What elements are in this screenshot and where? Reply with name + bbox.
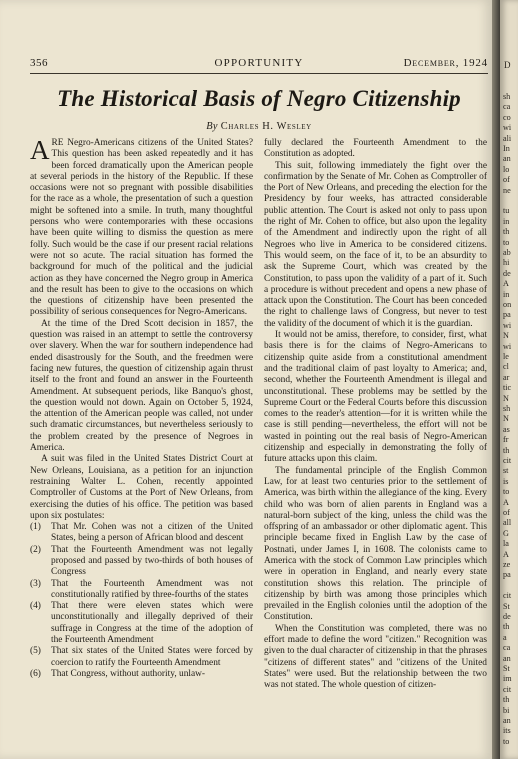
page-number: 356 — [30, 57, 48, 69]
adjacent-line-fragment: St — [503, 601, 510, 611]
adjacent-line-fragment: fr — [503, 435, 509, 445]
adjacent-line-fragment: th — [503, 622, 510, 632]
adjacent-line-fragment: de — [503, 268, 511, 278]
adjacent-line-fragment: ca — [503, 643, 511, 653]
running-header — [30, 57, 488, 71]
adjacent-line-fragment: pa — [503, 570, 511, 580]
adjacent-line-fragment: In — [503, 144, 510, 153]
adjacent-line-fragment: of — [503, 175, 510, 185]
adjacent-line-fragment: ar — [503, 372, 510, 382]
adjacent-line-fragment: A — [503, 549, 509, 559]
list-item: (1) That Mr. Cohen was not a citizen of the United States, being a person of African blood and descent — [30, 522, 253, 544]
drop-cap: A — [30, 135, 50, 165]
adjacent-line-fragment: tic — [503, 383, 512, 393]
left-column — [30, 135, 253, 680]
adjacent-line-fragment: th — [503, 227, 510, 237]
adjacent-line-fragment: co — [503, 112, 511, 122]
adjacent-line-fragment: ab — [503, 248, 511, 257]
adjacent-line-fragment: its — [503, 726, 511, 736]
adjacent-line-fragment: wi — [503, 320, 512, 330]
adjacent-line-fragment: to — [503, 237, 510, 247]
header-rule — [30, 73, 488, 74]
adjacent-line-fragment: an — [503, 653, 511, 663]
paragraph: When the Constitution was completed, there was no effort made to define the word "citizen." Recognition was given to the dual character of citizenship in that the phrases "citizens of different states" and "citizens of the United States" were used. But the relationship between the two was not stated. The whole question of citizen- — [264, 623, 487, 691]
adjacent-line-fragment: st — [503, 466, 509, 476]
adjacent-line-fragment: cit — [503, 684, 512, 694]
adjacent-line-fragment: in — [503, 216, 510, 226]
adjacent-line-fragment: N — [503, 393, 509, 403]
list-item: (4) That there were eleven states which were unconstitutionally and illegally deprived of their suffrage in Congress at the time of the adoption of the Fourteenth Amendment — [30, 601, 253, 646]
adjacent-line-fragment: hi — [503, 258, 510, 268]
adjacent-line-fragment: ca — [503, 102, 511, 112]
adjacent-line-fragment: ze — [503, 560, 511, 569]
adjacent-line-fragment: cit — [503, 591, 512, 601]
adjacent-line-fragment: sh — [503, 404, 511, 413]
magazine-title: OPPORTUNITY — [214, 57, 304, 69]
paragraph: A suit was filed in the United States District Court at New Orleans, Louisiana, as a petition for an injunction restraining Walter L. Cohen, recently appointed Comptroller of Customs at the Port of New Orleans, from exercising the duties of his office. The petition was based upon six postulates: — [30, 454, 253, 521]
adjacent-line-fragment: th — [503, 445, 510, 455]
adjacent-page-edge — [500, 0, 518, 759]
paragraph: This suit, following immediately the fight over the confirmation by the Senate of Mr. Cohen as Comptroller of the Port of New Orleans, and preceding the election for the Presidency by four weeks, has attracted considerable public attention. The Court is asked not only to pass upon the right of Mr. Cohen to office, but also upon the legality of the Amendment and indirectly upon the right of all Negroes who live in America to be considered citizens. This would seem, on the face of it, to be an absurdity to ask the Supreme Court, which was created by the Constitution, to pass upon the validity of a part of it. Such a procedure is without precedent and opens a new phase of attack upon the Constitution. The Court has been conceded the right to challenge laws of Congress, but never to test the validity of the document of which it is the guardian. — [264, 160, 487, 329]
list-item: (5) That six states of the United States were forced by coercion to ratify the Fourteenth Amendment — [30, 646, 253, 668]
adjacent-line-fragment: le — [503, 352, 509, 361]
adjacent-line-fragment: to — [503, 736, 510, 746]
article-title: The Historical Basis of Negro Citizenship — [57, 86, 461, 111]
paragraph: fully declared the Fourteenth Amendment to the Constitution as adopted. — [264, 138, 487, 160]
adjacent-line-fragment: in — [503, 289, 510, 299]
adjacent-line-fragment: bi — [503, 705, 510, 715]
postulates-list — [30, 522, 253, 680]
adjacent-line-fragment: G — [503, 528, 509, 538]
adjacent-line-fragment: ali — [503, 133, 512, 143]
adjacent-line-fragment: an — [503, 154, 511, 164]
byline-prefix: By — [206, 121, 218, 132]
paragraph: It would not be amiss, therefore, to consider, first, what basis there is for the claims of Negro-Americans to citizenship quite aside from a constitutional amendment and the traditional claim of past loyalty to America; and, second, whether the Fourteenth Amendment is illegal and unconstitutional. These problems may be settled by the Supreme Court or the Federal Courts before this discussion comes to the reader's attention—for it is written while the case is still pending—nevertheless, the effort will not be wasted in pointing out the real basis of Negro-American citizenship and especially in demonstrating the folly of future attacks upon this claim. — [264, 330, 487, 465]
book-gutter — [492, 0, 500, 759]
adjacent-line-fragment: is — [503, 476, 509, 486]
adjacent-line-fragment: pa — [503, 310, 511, 320]
adjacent-line-fragment: on — [503, 300, 512, 309]
adjacent-line-fragment: wi — [503, 341, 512, 351]
adjacent-line-fragment: A — [503, 497, 509, 507]
issue-date: December, 1924 — [403, 57, 488, 69]
adjacent-line-fragment: sh — [503, 92, 511, 101]
adjacent-line-fragment: ne — [503, 185, 511, 195]
adjacent-line-fragment: to — [503, 487, 510, 497]
adjacent-line-fragment: a — [503, 632, 507, 642]
adjacent-header-fragment: D — [504, 60, 511, 70]
adjacent-line-fragment: la — [503, 539, 509, 549]
adjacent-line-fragment: de — [503, 612, 511, 621]
byline — [30, 121, 488, 132]
right-column — [264, 138, 487, 692]
paragraph: The fundamental principle of the English Common Law, for at least two centuries prior to the settlement of America, was birth within the allegiance of the king. Every child who was born of alien parents in England was a natural-born subject of the king, unless the child was the offspring of an ambassador or other diplomatic agent. This principle became fixed in English Law by the case of Postnati, under James I, in 1608. The colonists came to America with the stock of Common Law principles which were in operation in England, and nearly every state constitution shows this relation. The principle of citizenship by birth was among those principles which prevailed in the English colonies until the adoption of the Constitution. — [264, 465, 487, 623]
adjacent-line-fragment: of — [503, 508, 510, 517]
list-item: (3) That the Fourteenth Amendment was not constitutionally ratified by three-fourths of the states — [30, 578, 253, 600]
adjacent-line-fragment: as — [503, 424, 510, 434]
author-name: Charles H. Wesley — [220, 121, 312, 132]
list-item: (6) That Congress, without authority, unlaw- — [30, 668, 206, 679]
paragraph: At the time of the Dred Scott decision in 1857, the question was raised in an attempt to settle the controversy over slavery. When the war for southern independence had ended disastrously for the South, and the freedmen were facing new futures, the question of citizenship again thrust itself to the front and found an answer in the Fourteenth Amendment. At subsequent periods, like Banquo's ghost, the question would not down. Again on October 5, 1924, the attention of the American people was called, not under such dramatic circumstances, but nevertheless seriously to the problem created by the presence of Negroes in America. — [30, 318, 253, 454]
adjacent-line-fragment: A — [503, 279, 509, 289]
adjacent-line-fragment: th — [503, 695, 510, 705]
paragraph: ARE Negro-Americans citizens of the United States? This question has been asked repeatedly and it has been forced dramatically upon the American people at several periods in the history of the Republic. If these occasions were not so pregnant with possible disabilities for the race as a whole, the presentation of such a question might be softened into a smile. In truth, many thoughtful persons who were contemporaries with these occasions have been quite willing to dismiss the question as mere folly. Such would be the case if our present racial relations were not so acute. The racial situation has formed the background for much of the political and the judicial action as they have concerned the Negro group in America and the result has been to give to the occasions on which the questions of citizenship have been presented the possibility of serious consequences for Negro-Americans. — [30, 135, 253, 318]
adjacent-line-fragment: im — [503, 674, 512, 684]
adjacent-line-fragment: N — [503, 414, 509, 424]
adjacent-line-fragment: lo — [503, 164, 510, 174]
list-item: (2) That the Fourteenth Amendment was not legally proposed and passed by two-thirds of both houses of Congress — [30, 544, 253, 578]
adjacent-line-fragment: an — [503, 716, 511, 725]
adjacent-line-fragment: wi — [503, 123, 512, 133]
adjacent-line-fragment: tu — [503, 206, 510, 216]
adjacent-line-fragment: all — [503, 518, 512, 528]
adjacent-line-fragment: N — [503, 331, 509, 341]
adjacent-line-fragment: cit — [503, 456, 512, 465]
adjacent-line-fragment: St — [503, 664, 510, 673]
adjacent-line-fragment: cl — [503, 362, 509, 372]
